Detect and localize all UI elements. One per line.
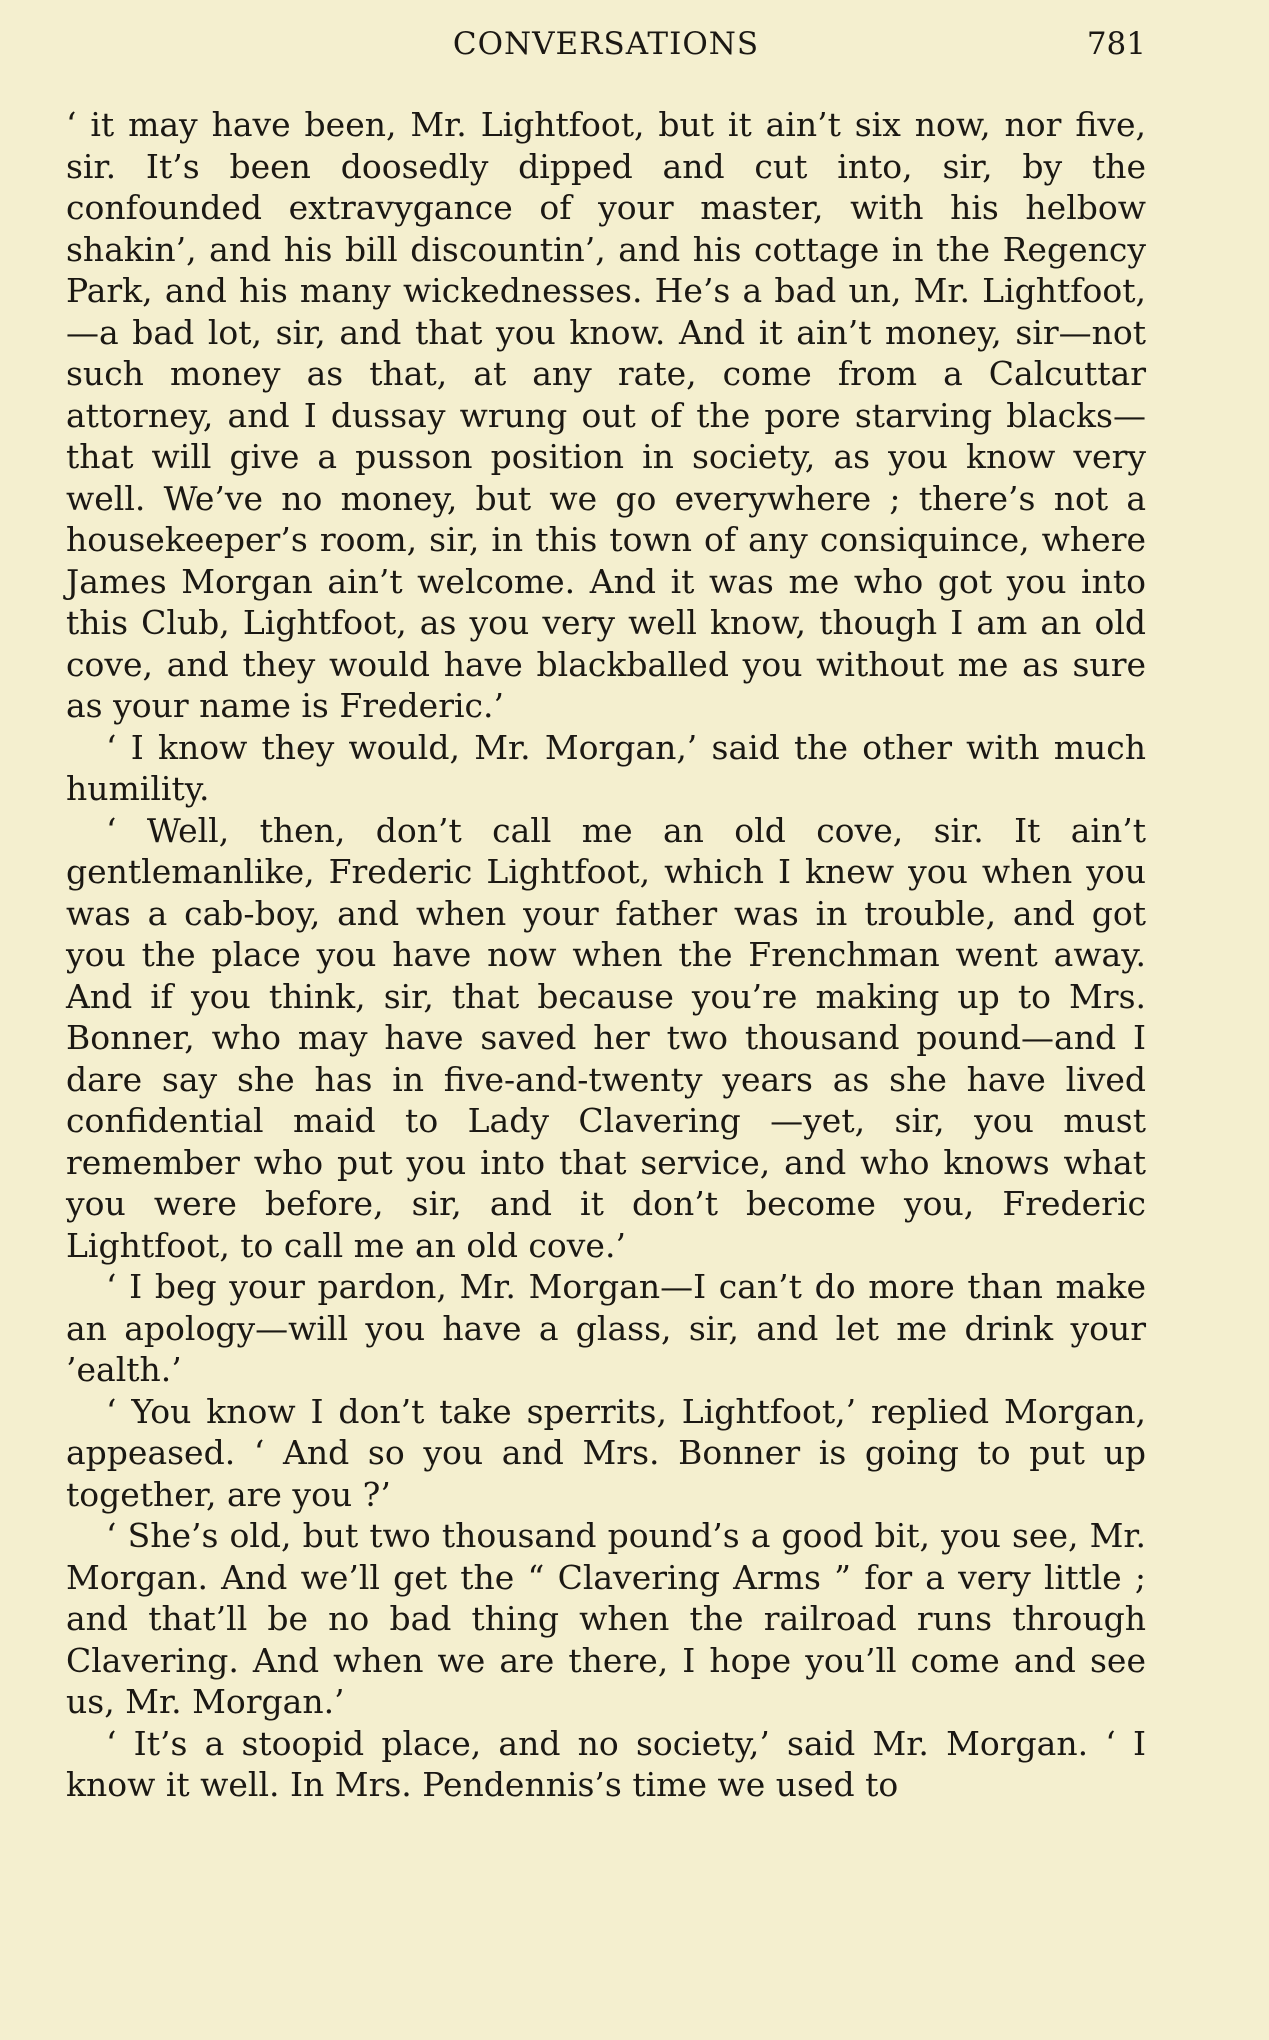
running-head: CONVERSATIONS: [452, 26, 760, 62]
paragraph: ‘ She’s old, but two thousand pound’s a good bit, you see, Mr. Morgan. And we’ll get the “ Clavering Arms ” for a very little ; and that’ll be no bad thing when the railroad runs through Clavering. And when we are there, I hope you’ll come and see us, Mr. Morgan.’: [66, 1516, 1146, 1721]
paragraph: ‘ I beg your pardon, Mr. Morgan—I can’t do more than make an apology—will you have a glass, sir, and let me drink your ’ealth.’: [66, 1267, 1146, 1389]
paragraph: ‘ Well, then, don’t call me an old cove, sir. It ain’t gentlemanlike, Frederic Lightfoot, which I knew you when you was a cab-boy, and when your father was in trouble, and got you the place you have now when the Frenchman went away. And if you think, sir, that because you’re making up to Mrs. Bonner, who may have saved her two thousand pound—and I dare say she has in five-and-twenty years as she have lived confidential maid to Lady Clavering —yet, sir, you must remember who put you into that service, and who knows what you were before, sir, and it don’t become you, Frederic Lightfoot, to call me an old cove.’: [66, 810, 1146, 1265]
page-header: [66, 24, 1146, 64]
page-number: 781: [1086, 26, 1146, 62]
body-text: [66, 104, 1146, 1806]
paragraph: ‘ it may have been, Mr. Lightfoot, but it ain’t six now, nor five, sir. It’s been doosedly dipped and cut into, sir, by the confounded extravygance of your master, with his helbow shakin’, and his bill discountin’, and his cottage in the Regency Park, and his many wickednesses. He’s a bad un, Mr. Lightfoot,—a bad lot, sir, and that you know. And it ain’t money, sir—not such money as that, at any rate, come from a Calcuttar attorney, and I dussay wrung out of the pore starving blacks—that will give a pusson position in society, as you know very well. We’ve no money, but we go everywhere ; there’s not a housekeeper’s room, sir, in this town of any consiquince, where James Morgan ain’t welcome. And it was me who got you into this Club, Lightfoot, as you very well know, though I am an old cove, and they would have blackballed you without me as sure as your name is Frederic.’: [66, 105, 1146, 725]
paragraph: ‘ You know I don’t take sperrits, Lightfoot,’ replied Morgan, appeased. ‘ And so you and Mrs. Bonner is going to put up together, are you ?’: [66, 1391, 1146, 1514]
paragraph: ‘ I know they would, Mr. Morgan,’ said the other with much humility.: [66, 727, 1146, 808]
paragraph: ‘ It’s a stoopid place, and no society,’ said Mr. Morgan. ‘ I know it well. In Mrs. Pendennis’s time we used to: [66, 1723, 1146, 1804]
